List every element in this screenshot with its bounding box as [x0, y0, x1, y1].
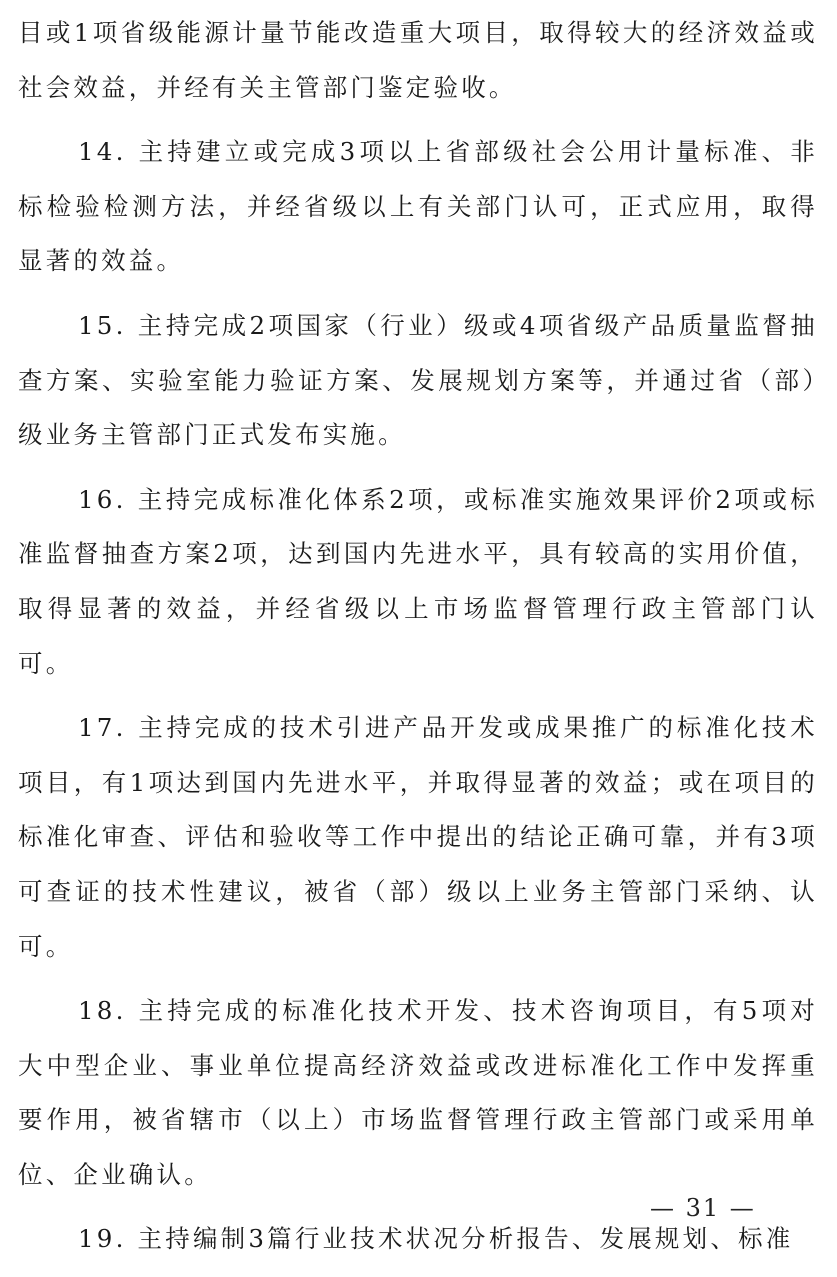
paragraph-item-18: 18. 主持完成的标准化技术开发、技术咨询项目，有5项对大中型企业、事业单位提高经济效益或改进标准化工作中发挥重要作用，被省辖市（以上）市场监督管理行政主管部门或采用单位、企业确认。: [18, 996, 818, 1189]
paragraph-item-17: 17. 主持完成的技术引进产品开发或成果推广的标准化技术项目，有1项达到国内先进水平，并取得显著的效益；或在项目的标准化审查、评估和验收等工作中提出的结论正确可靠，并有3项可查证的技术性建议，被省（部）级以上业务主管部门采纳、认可。: [18, 713, 818, 961]
paragraph-item-15: 15. 主持完成2项国家（行业）级或4项省级产品质量监督抽查方案、实验室能力验证方案、发展规划方案等，并通过省（部）级业务主管部门正式发布实施。: [18, 310, 818, 450]
paragraph-item-19: 19. 主持编制3篇行业技术状况分析报告、发展规划、标准: [78, 1224, 794, 1254]
page-number: — 31 —: [650, 1194, 756, 1222]
paragraph-continuation: 目或1项省级能源计量节能改造重大项目，取得较大的经济效益或社会效益，并经有关主管部门鉴定验收。: [18, 18, 818, 102]
body-text: [18, 6, 818, 1277]
paragraph-item-16: 16. 主持完成标准化体系2项，或标准实施效果评价2项或标准监督抽查方案2项，达到国内先进水平，具有较高的实用价值，取得显著的效益，并经省级以上市场监督管理行政主管部门认可。: [18, 484, 818, 678]
paragraph-item-14: 14. 主持建立或完成3项以上省部级社会公用计量标准、非标检验检测方法，并经省级以上有关部门认可，正式应用，取得显著的效益。: [18, 137, 818, 276]
